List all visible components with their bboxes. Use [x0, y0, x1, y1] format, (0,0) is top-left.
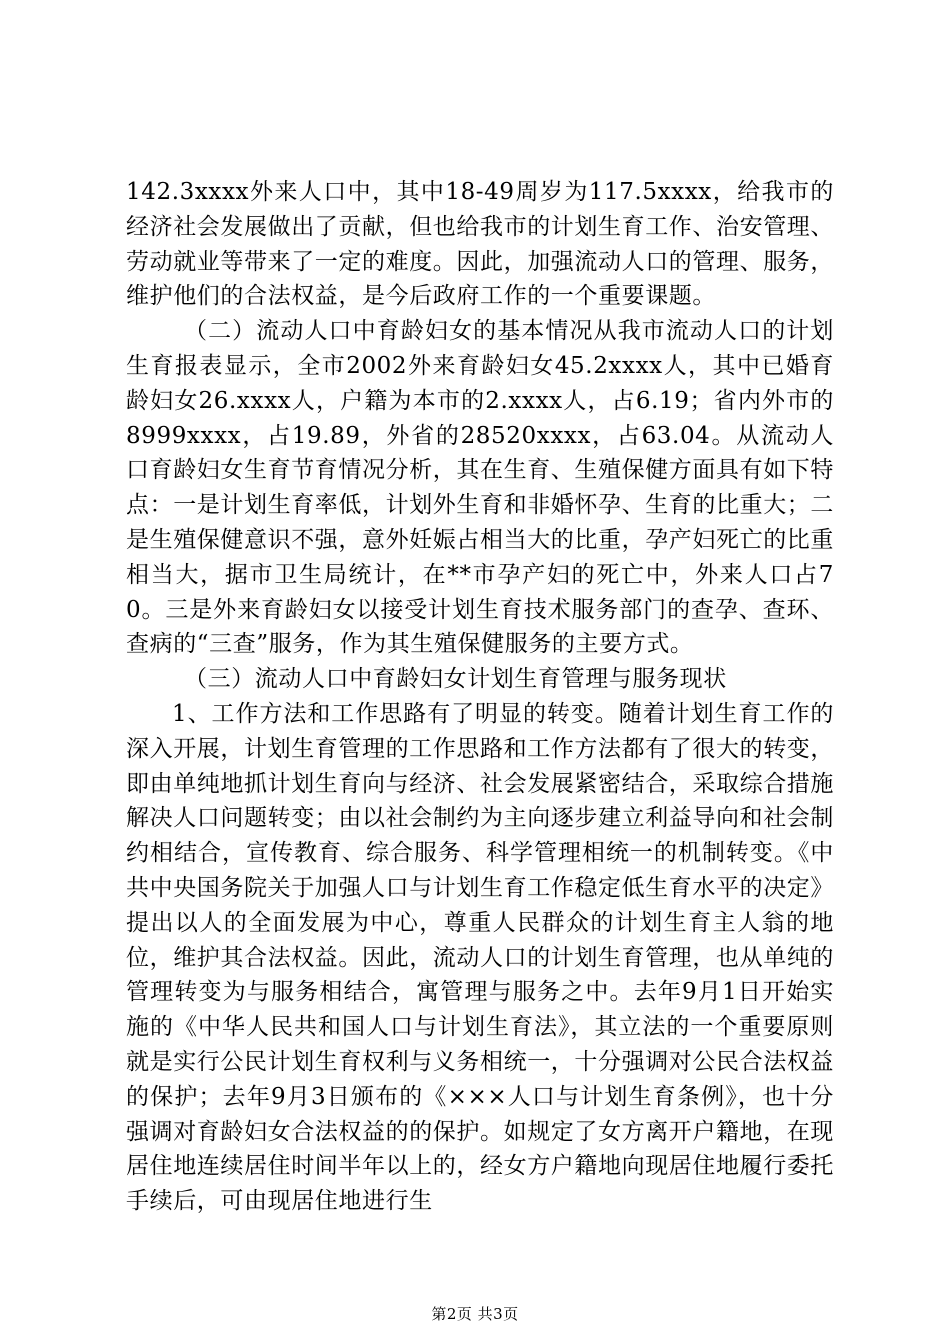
- paragraph-intro-continuation: 142.3xxxx外来人口中，其中18-49周岁为117.5xxxx，给我市的经济社会发展做出了贡献，但也给我市的计划生育工作、治安管理、劳动就业等带来了一定的难度。因此，加强流动人口的管理、服务，维护他们的合法权益，是今后政府工作的一个重要课题。: [126, 179, 834, 310]
- paragraph-section-two: （二）流动人口中育龄妇女的基本情况从我市流动人口的计划生育报表显示，全市2002外来育龄妇女45.2xxxx人，其中已婚育龄妇女26.xxxx人，户籍为本市的2.xxxx人，占6.19；省内外市的8999xxxx，占19.89，外省的28520xxxx，占63.04。从流动人口育龄妇女生育节育情况分析，其在生育、生殖保健方面具有如下特点：一是计划生育率低，计划外生育和非婚怀孕、生育的比重大；二是生殖保健意识不强，意外妊娠占相当大的比重，孕产妇死亡的比重相当大，据市卫生局统计，在**市孕产妇的死亡中，外来人口占70。三是外来育龄妇女以接受计划生育技术服务部门的查孕、查环、查病的“三查”服务，作为其生殖保健服务的主要方式。: [126, 318, 834, 658]
- section-three-heading: （三）流动人口中育龄妇女计划生育管理与服务现状: [184, 666, 727, 693]
- page-number-footer: 第2页 共3页: [431, 1305, 519, 1323]
- paragraph-item-one: 1、工作方法和工作思路有了明显的转变。随着计划生育工作的深入开展，计划生育管理的工作思路和工作方法都有了很大的转变，即由单纯地抓计划生育向与经济、社会发展紧密结合，采取综合措施解决人口问题转变；由以社会制约为主向逐步建立利益导向和社会制约相结合，宣传教育、综合服务、科学管理相统一的机制转变。《中共中央国务院关于加强人口与计划生育工作稳定低生育水平的决定》提出以人的全面发展为中心，尊重人民群众的计划生育主人翁的地位，维护其合法权益。因此，流动人口的计划生育管理，也从单纯的管理转变为与服务相结合，寓管理与服务之中。去年9月1日开始实施的《中华人民共和国人口与计划生育法》，其立法的一个重要原则就是实行公民计划生育权利与义务相统一，十分强调对公民合法权益的保护；去年9月3日颁布的《×××人口与计划生育条例》，也十分强调对育龄妇女合法权益的的保护。如规定了女方离开户籍地，在现居住地连续居住时间半年以上的，经女方户籍地向现居住地履行委托手续后，可由现居住地进行生: [126, 700, 834, 1215]
- document-body: [126, 175, 834, 1219]
